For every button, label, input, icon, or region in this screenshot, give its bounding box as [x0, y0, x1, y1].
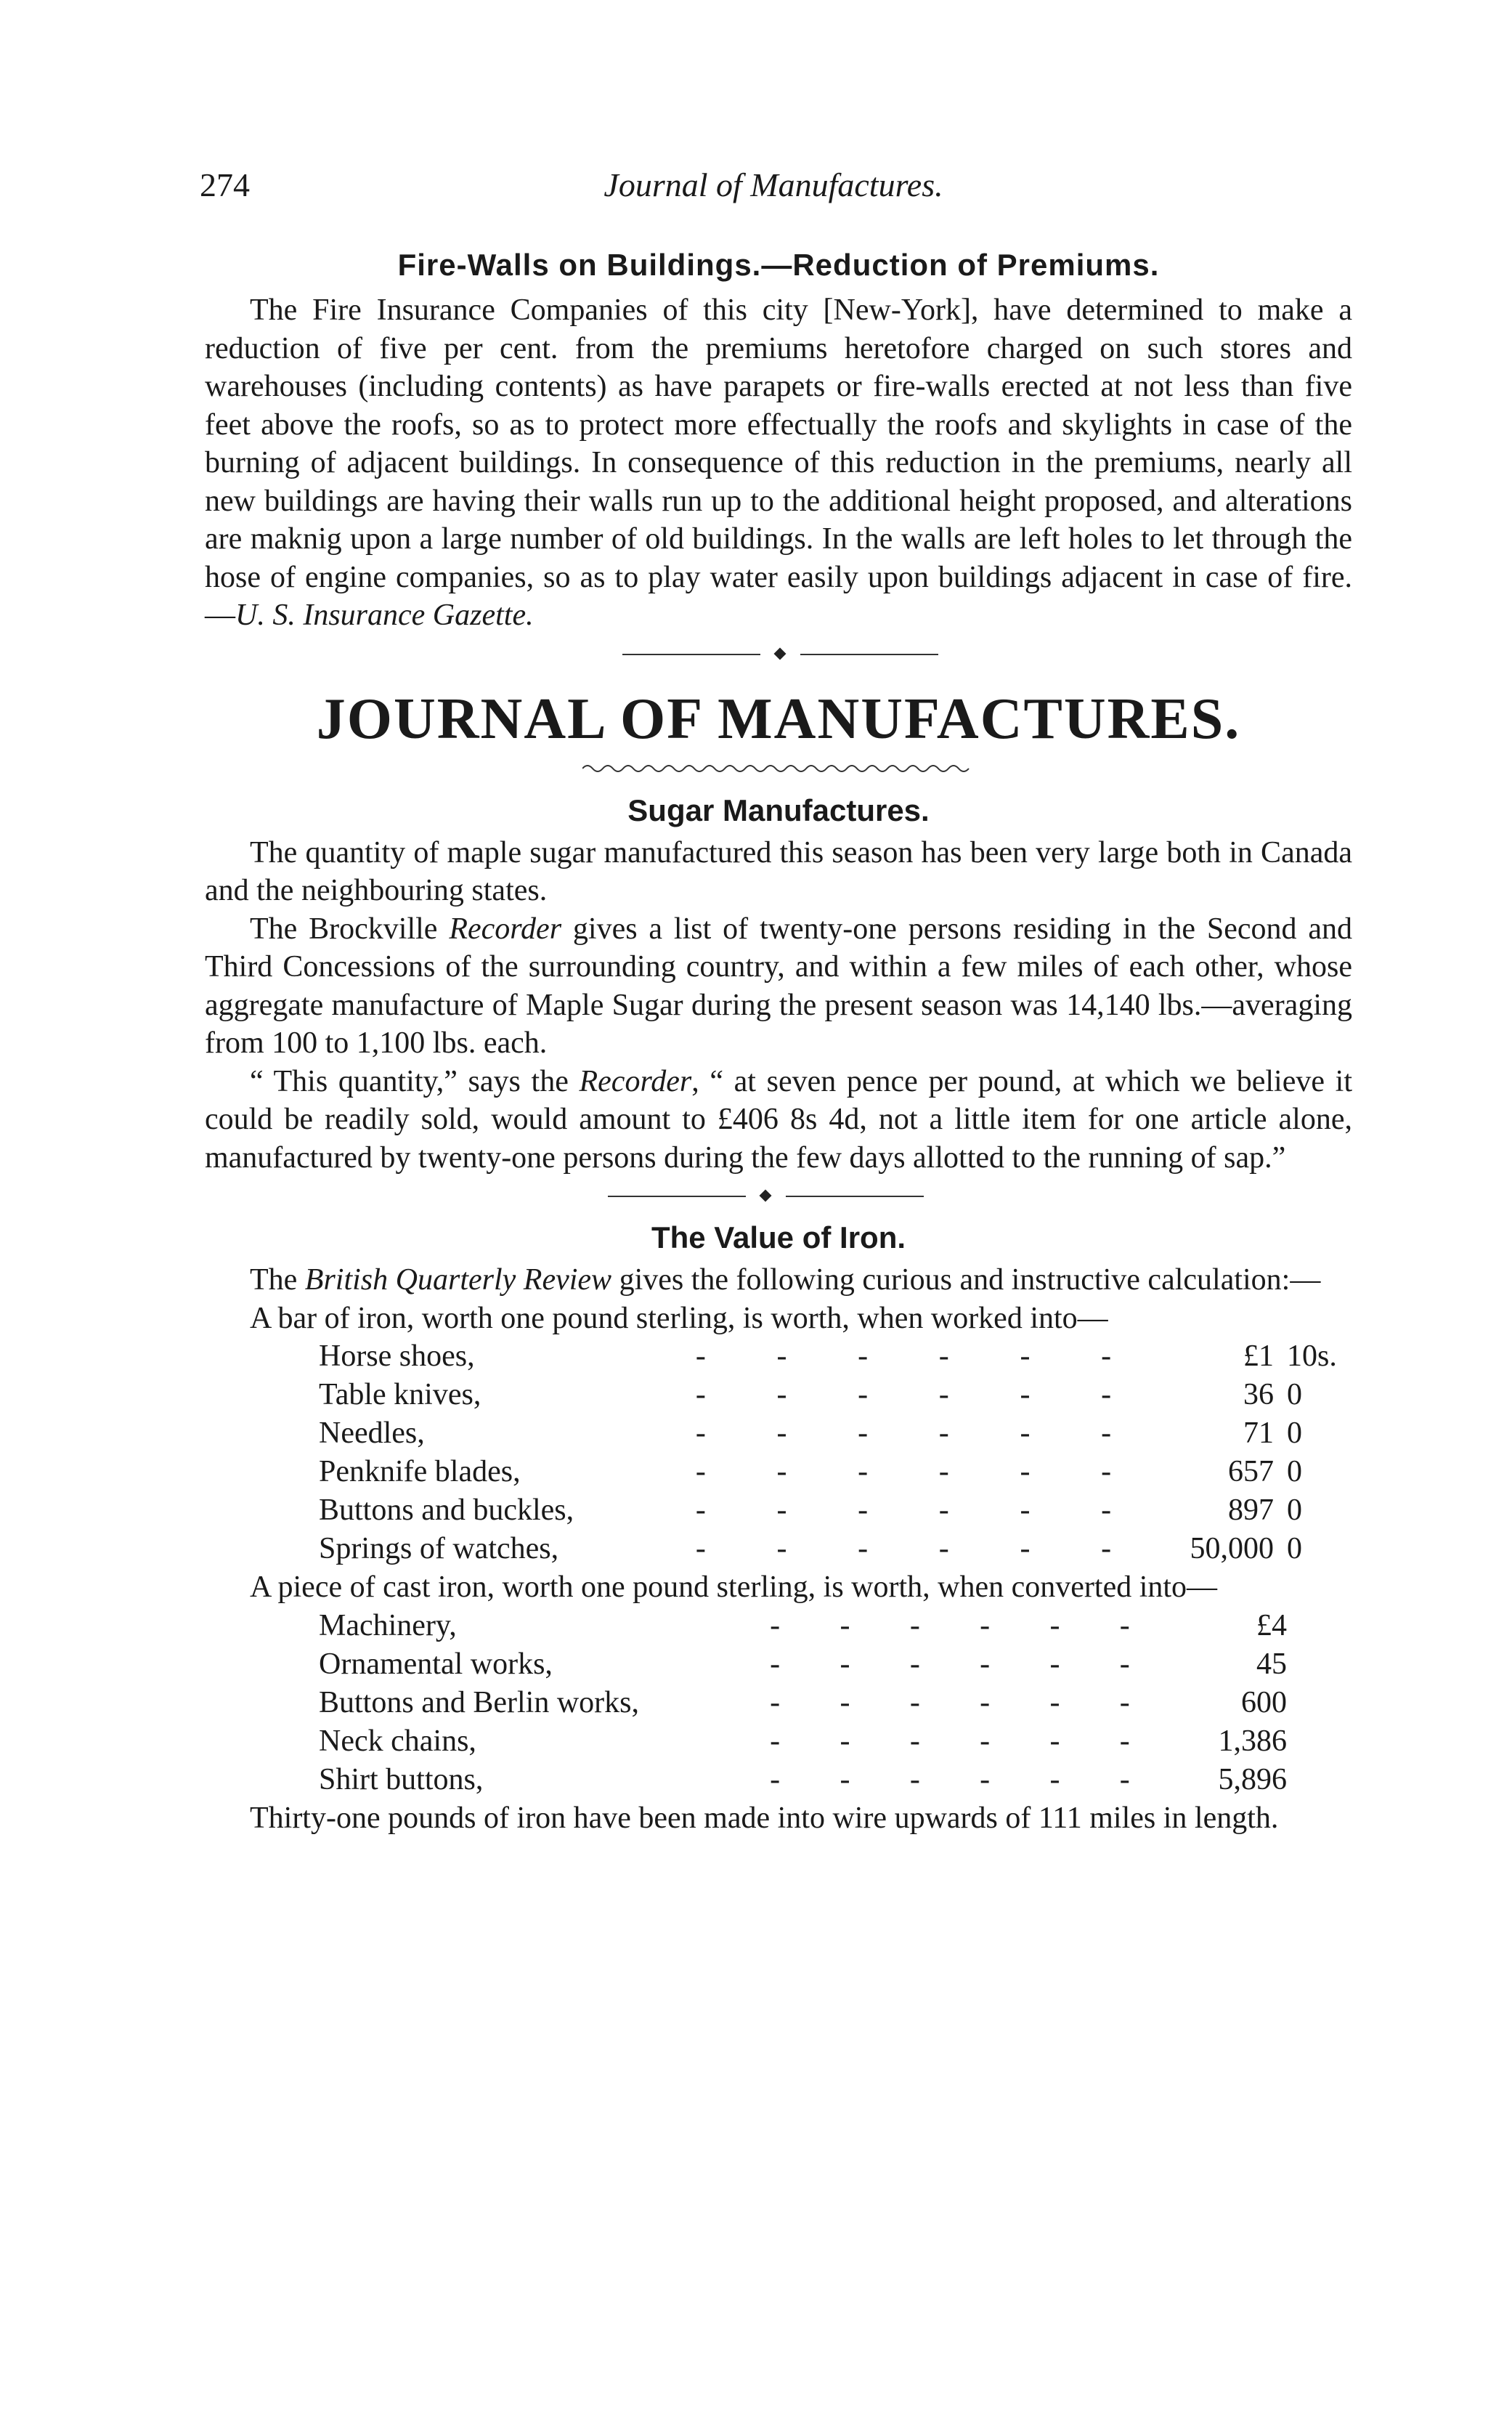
item-label: Buttons and buckles, — [319, 1493, 574, 1527]
iron-heading: The Value of Iron. — [651, 1220, 906, 1254]
table-row — [205, 1491, 1352, 1530]
table-row — [205, 1645, 1352, 1684]
journal-title: JOURNAL OF MANUFACTURES. — [316, 686, 1241, 751]
item-value: 600 — [1241, 1685, 1287, 1719]
item-label: Buttons and Berlin works, — [319, 1685, 639, 1719]
sugar-paragraph-3 — [205, 1063, 1352, 1177]
item-value: £4 — [1256, 1608, 1287, 1642]
table-row — [205, 1530, 1352, 1568]
sugar-p3-text-b: , “ at seven pence per pound, at which we believe it could be readily sold, would amount to £406 8s 4d, not a little item for one article alone, manufactured by twenty-one persons during the few days allotted to the running of sap.” — [205, 1064, 1352, 1175]
fire-walls-source: U. S. Insurance Gazette. — [235, 599, 534, 632]
item-label: Machinery, — [319, 1608, 457, 1642]
item-label: Ornamental works, — [319, 1647, 553, 1681]
leader-dashes: - - - - - - — [770, 1685, 1130, 1719]
running-header — [200, 166, 1347, 209]
iron-intro-italic: British Quarterly Review — [304, 1263, 612, 1297]
sugar-p3-text-a: “ This quantity,” says the — [250, 1064, 580, 1098]
table-row — [205, 1722, 1352, 1761]
separator-line-left — [622, 654, 760, 655]
leader-dashes: - - - - - - — [695, 1339, 1112, 1373]
article-body — [205, 243, 1352, 1837]
page-number: 274 — [200, 166, 250, 203]
sugar-p3-italic: Recorder — [579, 1064, 692, 1098]
leader-dashes: - - - - - - — [695, 1532, 1112, 1565]
item-value: 897 — [1228, 1493, 1274, 1527]
item-label: Needles, — [319, 1416, 425, 1450]
leader-dashes: - - - - - - — [770, 1647, 1130, 1681]
item-label: Penknife blades, — [319, 1455, 521, 1488]
section-separator — [205, 635, 1352, 676]
item-value: 45 — [1256, 1647, 1287, 1681]
sugar-p2-italic: Recorder — [449, 912, 562, 946]
sugar-paragraph-1: The quantity of maple sugar manufactured this season has been very large both in Canada and the neighbouring states. — [205, 835, 1352, 907]
sugar-heading: Sugar Manufactures. — [627, 793, 930, 827]
separator-ornament — [774, 647, 787, 660]
section-separator-2 — [205, 1177, 1352, 1217]
leader-dashes: - - - - - - — [695, 1455, 1112, 1488]
leader-dashes: - - - - - - — [770, 1608, 1130, 1642]
leader-dashes: - - - - - - — [695, 1416, 1112, 1450]
cast-iron-line: A piece of cast iron, worth one pound sterling, is worth, when converted into— — [250, 1570, 1218, 1604]
item-unit: 0 — [1287, 1416, 1302, 1450]
item-value: 657 — [1228, 1455, 1274, 1488]
item-unit: 0 — [1287, 1378, 1302, 1411]
sugar-paragraph-2 — [205, 910, 1352, 1063]
table-row — [205, 1337, 1352, 1376]
table-row — [205, 1376, 1352, 1414]
fire-walls-heading: Fire-Walls on Buildings.—Reduction of Premiums. — [397, 248, 1160, 282]
separator-line-left — [608, 1196, 746, 1197]
leader-dashes: - - - - - - — [695, 1493, 1112, 1527]
item-value: 50,000 — [1190, 1532, 1274, 1565]
sugar-p2-text-a: The Brockville — [250, 912, 450, 946]
iron-intro-a: The — [250, 1263, 305, 1297]
iron-intro — [205, 1261, 1352, 1300]
separator-line-right — [786, 1196, 924, 1197]
wavy-rule — [205, 761, 1352, 780]
bar-iron-line: A bar of iron, worth one pound sterling, is worth, when worked into— — [250, 1301, 1108, 1335]
fire-walls-text: The Fire Insurance Companies of this city [New-York], have determined to make a reduction of five per cent. from the premiums heretofore charged on such stores and warehouses (including contents) as have parapets or fire-walls erected at not less than five feet above the roofs, so as to protect more effectually the roofs and skylights in case of the burning of adjacent buildings. In consequence of this reduction in the premiums, nearly all new buildings are having their walls run up to the additional height proposed, and alterations are maknig upon a large number of old buildings. In the walls are left holes to let through the hose of engine companies, so as to play water easily upon buildings adjacent in case of fire.— — [205, 293, 1352, 632]
item-value: 5,896 — [1218, 1762, 1287, 1796]
item-label: Table knives, — [319, 1378, 481, 1411]
item-label: Springs of watches, — [319, 1532, 559, 1565]
leader-dashes: - - - - - - — [770, 1724, 1130, 1758]
item-label: Neck chains, — [319, 1724, 476, 1758]
cast-iron-table — [205, 1607, 1352, 1799]
item-label: Horse shoes, — [319, 1339, 475, 1373]
bar-iron-table — [205, 1337, 1352, 1568]
leader-dashes: - - - - - - — [695, 1378, 1112, 1411]
item-value: 71 — [1243, 1416, 1274, 1450]
separator-line-right — [800, 654, 938, 655]
item-value: 1,386 — [1218, 1724, 1287, 1758]
sugar-p2-text-b: gives a list of twenty-one persons residing in the Second and Third Concessions of the surrounding country, and within a few miles of each other, whose aggregate manufacture of Maple Sugar during the present season was 14,140 lbs.—averaging from 100 to 1,100 lbs. each. — [205, 912, 1353, 1060]
table-row — [205, 1607, 1352, 1645]
closing-paragraph: Thirty-one pounds of iron have been made into wire upwards of 111 miles in length. — [250, 1801, 1279, 1835]
leader-dashes: - - - - - - — [770, 1762, 1130, 1796]
item-value: 36 — [1243, 1378, 1274, 1411]
table-row — [205, 1761, 1352, 1799]
separator-ornament — [760, 1190, 772, 1202]
item-unit: 10s. — [1287, 1339, 1337, 1373]
item-value: £1 — [1243, 1339, 1274, 1373]
table-row — [205, 1453, 1352, 1491]
fire-walls-paragraph — [205, 291, 1352, 635]
table-row — [205, 1684, 1352, 1722]
table-row — [205, 1414, 1352, 1453]
item-unit: 0 — [1287, 1493, 1302, 1527]
item-label: Shirt buttons, — [319, 1762, 484, 1796]
iron-intro-b: gives the following curious and instructive calculation:— — [611, 1263, 1321, 1297]
item-unit: 0 — [1287, 1455, 1302, 1488]
running-title: Journal of Manufactures. — [603, 166, 943, 203]
item-unit: 0 — [1287, 1532, 1302, 1565]
